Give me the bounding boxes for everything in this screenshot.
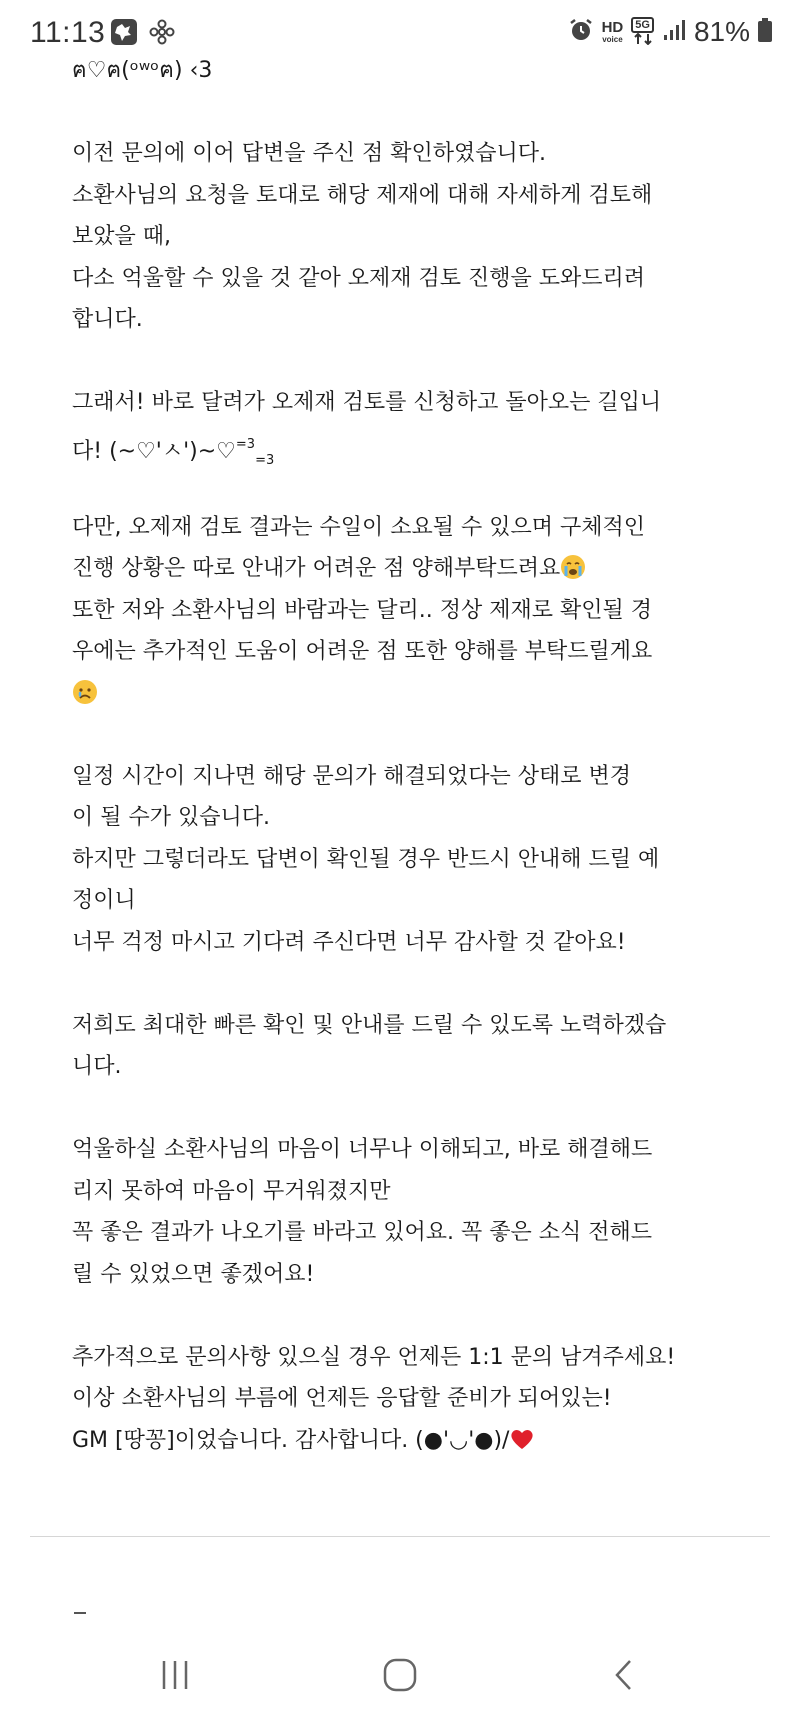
recent-apps-icon bbox=[158, 1658, 192, 1692]
message-line-text: GM [땅꽁]이었습니다. 감사합니다. (●'◡'●)/ bbox=[72, 1427, 510, 1453]
blank-line bbox=[72, 465, 732, 507]
message-line: 하지만 그렇더라도 답변이 확인될 경우 반드시 안내해 드릴 예 bbox=[72, 846, 660, 872]
voice-label: voice bbox=[602, 35, 623, 44]
blank-line bbox=[72, 341, 732, 383]
message-body bbox=[72, 50, 732, 1461]
message-line: 저희도 최대한 빠른 확인 및 안내를 드릴 수 있도록 노력하겠습 bbox=[72, 1012, 667, 1038]
navigation-bar bbox=[0, 1636, 800, 1716]
status-left-icons bbox=[110, 18, 176, 50]
battery-icon bbox=[758, 18, 772, 46]
message-line-text: 진행 상황은 따로 안내가 어려운 점 양해부탁드려요 bbox=[72, 556, 561, 581]
red-heart-emoji bbox=[509, 1425, 535, 1451]
message-line: 정이니 bbox=[72, 888, 136, 913]
status-right-icons bbox=[568, 16, 772, 48]
signal-icon bbox=[662, 18, 686, 46]
message-line-signature bbox=[72, 1420, 732, 1462]
blank-line bbox=[72, 963, 732, 1005]
kaomoji-sub: =3 bbox=[255, 452, 275, 468]
message-line: 그래서! 바로 달려가 오제재 검토를 신청하고 돌아오는 길입니 bbox=[72, 390, 662, 415]
message-line: 이 될 수가 있습니다. bbox=[72, 805, 270, 830]
message-line-with-emoji bbox=[72, 548, 732, 590]
footer-dash bbox=[74, 1612, 86, 1614]
battery-percent: 81% bbox=[693, 16, 750, 47]
message-line-kaomoji bbox=[72, 424, 732, 466]
sad-face-emoji bbox=[72, 678, 98, 704]
message-line: 릴 수 있었으면 좋겠어요! bbox=[72, 1261, 315, 1287]
message-line: 꼭 좋은 결과가 나오기를 바라고 있어요. 꼭 좋은 소식 전해드 bbox=[72, 1220, 652, 1245]
crying-face-emoji bbox=[560, 553, 586, 579]
message-line: ฅ♡ฅ(ᵒʷᵒฅ) ‹3 bbox=[72, 58, 213, 83]
message-line: 보았을 때, bbox=[72, 224, 171, 249]
blank-line bbox=[72, 92, 732, 134]
blank-line bbox=[72, 714, 732, 756]
message-line-emoji-only bbox=[72, 673, 732, 715]
status-time: 11:13 bbox=[30, 16, 106, 49]
home-icon bbox=[382, 1657, 418, 1693]
message-line: 니다. bbox=[72, 1054, 122, 1079]
blank-line bbox=[72, 1088, 732, 1130]
5g-data-icon bbox=[631, 17, 654, 47]
message-line: 이전 문의에 이어 답변을 주신 점 확인하였습니다. bbox=[72, 141, 546, 166]
hd-label: HD bbox=[601, 19, 624, 36]
recent-apps-button[interactable] bbox=[145, 1650, 205, 1700]
message-line: 소환사님의 요청을 토대로 해당 제재에 대해 자세하게 검토해 bbox=[72, 182, 653, 208]
message-line: 합니다. bbox=[72, 307, 143, 332]
alarm-icon bbox=[568, 17, 594, 47]
message-line: 너무 걱정 마시고 기다려 주신다면 너무 감사할 것 같아요! bbox=[72, 929, 626, 955]
message-line: 다만, 오제재 검토 결과는 수일이 소요될 수 있으며 구체적인 bbox=[72, 514, 645, 540]
hd-voice-icon bbox=[602, 20, 624, 44]
message-line: 우에는 추가적인 도움이 어려운 점 또한 양해를 부탁드릴게요 bbox=[72, 639, 653, 664]
back-chevron-icon bbox=[608, 1658, 642, 1692]
message-line: 다소 억울할 수 있을 것 같아 오제재 검토 진행을 도와드리려 bbox=[72, 265, 645, 291]
message-line: 추가적으로 문의사항 있으실 경우 언제든 1:1 문의 남겨주세요! bbox=[72, 1344, 676, 1370]
settings-flower-icon bbox=[148, 18, 176, 50]
message-line-text: 다! (~♡'ㅅ')~♡ bbox=[72, 438, 236, 464]
message-line: 억울하실 소환사님의 마음이 너무나 이해되고, 바로 해결해드 bbox=[72, 1137, 653, 1162]
blank-line bbox=[72, 1295, 732, 1337]
message-line: 이상 소환사님의 부름에 언제든 응답할 준비가 되어있는! bbox=[72, 1386, 612, 1411]
message-line: 일정 시간이 지나면 해당 문의가 해결되었다는 상태로 변경 bbox=[72, 763, 632, 789]
home-button[interactable] bbox=[370, 1650, 430, 1700]
content-divider bbox=[30, 1536, 770, 1537]
kaomoji-sup: =3 bbox=[235, 436, 256, 452]
back-button[interactable] bbox=[595, 1650, 655, 1700]
message-line: 또한 저와 소환사님의 바람과는 달리.. 정상 제재로 확인될 경 bbox=[72, 597, 652, 623]
notification-app-icon bbox=[110, 18, 138, 50]
network-label: 5G bbox=[631, 17, 654, 33]
message-line: 리지 못하여 마음이 무거워졌지만 bbox=[72, 1178, 391, 1204]
